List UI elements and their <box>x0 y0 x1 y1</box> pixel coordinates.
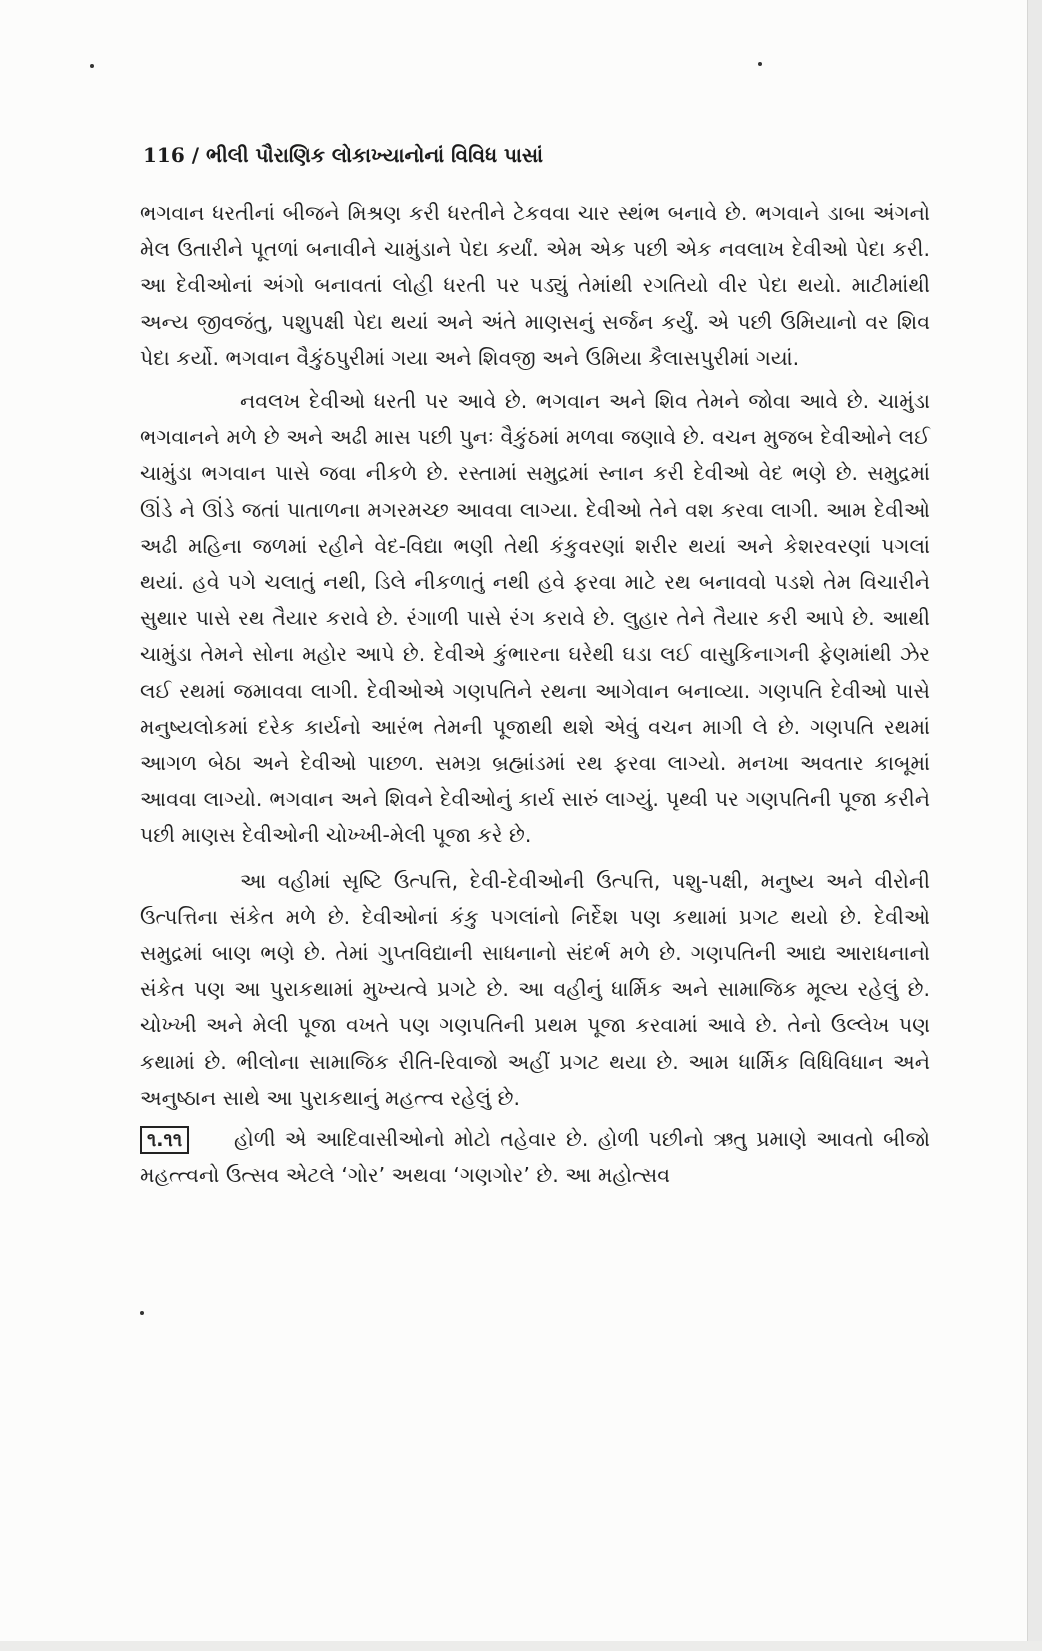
paragraph: નવલખ દેવીઓ ધરતી પર આવે છે. ભગવાન અને શિવ તેમને જોવા આવે છે. ચામુંડા ભગવાનને મળે છે અને અઢી માસ પછી પુનઃ વૈકુંઠમાં મળવા જણાવે છે. વચન મુજબ દેવીઓને લઈ ચામુંડા ભગવાન પાસે જવા નીકળે છે. રસ્તામાં સમુદ્રમાં સ્નાન કરી દેવીઓ વેદ ભણે છે. સમુદ્રમાં ઊંડે ને ઊંડે જતાં પાતાળના મગરમચ્છ આવવા લાગ્યા. દેવીઓ તેને વશ કરવા લાગી. આમ દેવીઓ અઢી મહિના જળમાં રહીને વેદ-વિદ્યા ભણી તેથી કંકુવરણાં શરીર થયાં અને કેશરવરણાં પગલાં થયાં. હવે પગે ચલાતું નથી, ડિલે નીકળાતું નથી હવે ફરવા માટે રથ બનાવવો પડશે તેમ વિચારીને સુથાર પાસે રથ તૈયાર કરાવે છે. રંગાળી પાસે રંગ કરાવે છે. લુહાર તેને તૈયાર કરી આપે છે. આથી ચામુંડા તેમને સોના મહોર આપે છે. દેવીએ કુંભારના ઘરેથી ઘડા લઈ વાસુકિનાગની ફેણમાંથી ઝેર લઈ રથમાં જમાવવા લાગી. દેવીઓએ ગણપતિને રથના આગેવાન બનાવ્યા. ગણપતિ દેવીઓ પાસે મનુષ્યલોકમાં દરેક કાર્યનો આરંભ તેમની પૂજાથી થશે એવું વચન માગી લે છે. ગણપતિ રથમાં આગળ બેઠા અને દેવીઓ પાછળ. સમગ્ર બ્રહ્માંડમાં રથ ફરવા લાગ્યો. મનખા અવતાર કાબૂમાં આવવા લાગ્યો. ભગવાન અને શિવને દેવીઓનું કાર્ય સારું લાગ્યું. પૃથ્વી પર ગણપતિની પૂજા કરીને પછી માણસ દેવીઓની ચોખ્ખી-મેલી પૂજા કરે છે. <box>140 389 930 848</box>
speck-mark <box>758 62 762 66</box>
speck-mark <box>140 1311 144 1315</box>
speck-mark <box>90 64 94 68</box>
page-edge-shadow <box>1027 0 1042 1651</box>
page-body <box>140 195 930 1193</box>
paragraph: ભગવાન ધરતીનાં બીજને મિશ્રણ કરી ધરતીને ટેકવવા ચાર સ્થંભ બનાવે છે. ભગવાને ડાબા અંગનો મેલ ઉતારીને પૂતળાં બનાવીને ચામુંડાને પેદા કર્યાં. એમ એક પછી એક નવલાખ દેવીઓ પેદા કરી. આ દેવીઓનાં અંગો બનાવતાં લોહી ધરતી પર પડ્યું તેમાંથી રગતિયો વીર પેદા થયો. માટીમાંથી અન્ય જીવજંતુ, પશુપક્ષી પેદા થયાં અને અંતે માણસનું સર્જન કર્યું. એ પછી ઉમિયાનો વર શિવ પેદા કર્યો. ભગવાન વૈકુંઠપુરીમાં ગયા અને શિવજી અને ઉમિયા કૈલાસપુરીમાં ગયાં. <box>140 201 930 370</box>
paragraph: આ વહીમાં સૃષ્ટિ ઉત્પત્તિ, દેવી-દેવીઓની ઉત્પત્તિ, પશુ-પક્ષી, મનુષ્ય અને વીરોની ઉત્પત્તિના સંકેત મળે છે. દેવીઓનાં કંકુ પગલાંનો નિર્દેશ પણ કથામાં પ્રગટ થયો છે. દેવીઓ સમુદ્રમાં બાણ ભણે છે. તેમાં ગુપ્તવિદ્યાની સાધનાનો સંદર્ભ મળે છે. ગણપતિની આદ્ય આરાધનાનો સંકેત પણ આ પુરાકથામાં મુખ્યત્વે પ્રગટે છે. આ વહીનું ધાર્મિક અને સામાજિક મૂલ્ય રહેલું છે. ચોખ્ખી અને મેલી પૂજા વખતે પણ ગણપતિની પ્રથમ પૂજા કરવામાં આવે છે. તેનો ઉલ્લેખ પણ કથામાં છે. ભીલોના સામાજિક રીતિ-રિવાજો અહીં પ્રગટ થયા છે. આમ ધાર્મિક વિધિવિધાન અને અનુષ્ઠાન સાથે આ પુરાકથાનું મહત્ત્વ રહેલું છે. <box>140 868 930 1110</box>
page-bottom-edge <box>0 1641 1042 1651</box>
running-header: 116 / ભીલી પૌરાણિક લોકાખ્યાનોનાં વિવિધ પાસાં <box>143 143 544 167</box>
section-text: હોળી એ આદિવાસીઓનો મોટો તહેવાર છે. હોળી પછીનો ઋતુ પ્રમાણે આવતો બીજો મહત્ત્વનો ઉત્સવ એટલે ‘ગોર’ અથવા ‘ગણગોર’ છે. આ મહોત્સવ <box>140 1127 930 1188</box>
section-number-box: ૧.૧૧ <box>140 1126 189 1154</box>
section-paragraph <box>140 1121 930 1193</box>
